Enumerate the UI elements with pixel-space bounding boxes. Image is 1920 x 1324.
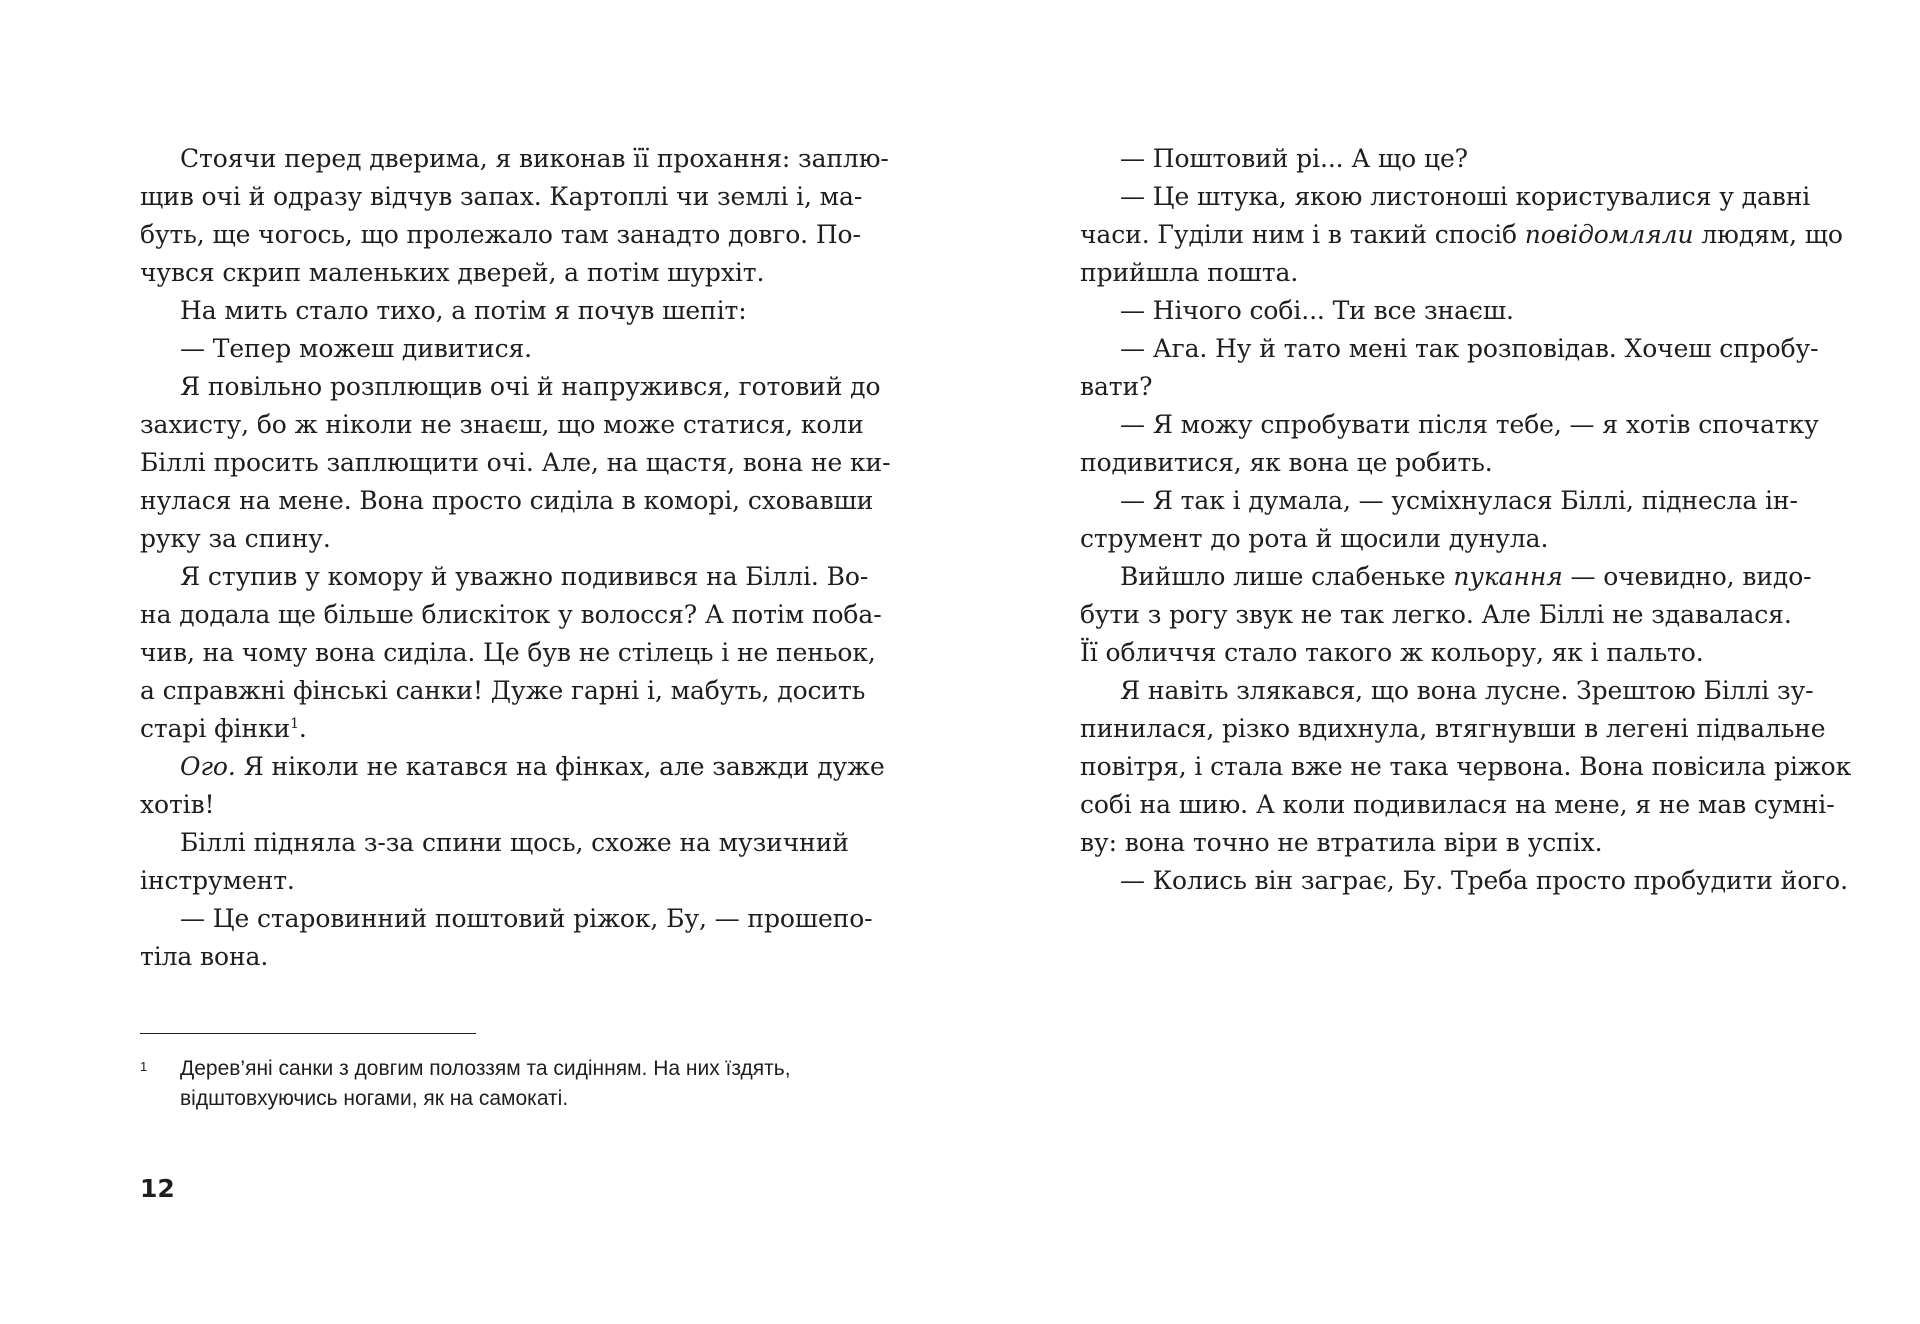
text-line [140, 824, 849, 862]
text-line [140, 520, 820, 558]
text-line [140, 900, 873, 938]
text-fragment: Я ступив у комору й уважно подивився на Біллі. Во- [180, 562, 869, 591]
text-fragment: Вийшло лише слабеньке [1120, 562, 1454, 591]
italic-text: пукання [1453, 562, 1563, 591]
text-fragment: хотів! [140, 790, 215, 819]
text-fragment: інструмент. [140, 866, 295, 895]
text-line [140, 862, 820, 900]
text-line [1080, 140, 1770, 178]
text-line [1080, 748, 1852, 786]
text-line [140, 786, 820, 824]
text-line [140, 216, 861, 254]
footnote-text [180, 1054, 830, 1114]
text-fragment: — Це штука, якою листоноші користувалися у давні [1120, 182, 1811, 211]
page-number: 12 [140, 1174, 175, 1203]
italic-text: повідомляли [1524, 220, 1694, 249]
text-fragment: руку за спину. [140, 524, 331, 553]
text-line [140, 178, 863, 216]
text-line [1080, 254, 1770, 292]
text-fragment: . [298, 714, 307, 743]
text-line [140, 710, 820, 748]
text-fragment: нулася на мене. Вона просто сиділа в коморі, сховавши [140, 486, 874, 515]
text-line [1080, 520, 1770, 558]
text-line [1080, 824, 1770, 862]
footnote [140, 1054, 830, 1114]
text-fragment: Біллі просить заплющити очі. Але, на щастя, вона не ки- [140, 448, 891, 477]
text-line [140, 596, 882, 634]
text-line [1080, 634, 1770, 672]
text-fragment: бути з рогу звук не так легко. Але Біллі не здавалася. [1080, 600, 1792, 629]
text-line [140, 938, 820, 976]
text-line [140, 368, 881, 406]
text-fragment: Я ніколи не катався на фінках, але завжди дуже [235, 752, 885, 781]
text-line [1080, 710, 1826, 748]
text-fragment: Я навіть злякався, що вона лусне. Зрештою Біллі зу- [1120, 676, 1814, 705]
text-fragment: пинилася, різко вдихнула, втягнувши в легені підвальне [1080, 714, 1826, 743]
footnote-line: Дерев’яні санки з довгим полоззям та сидінням. На них їздять, [180, 1057, 791, 1080]
text-fragment: — Це старовинний поштовий ріжок, Бу, — прошепо- [180, 904, 873, 933]
text-line [140, 140, 889, 178]
text-fragment: Біллі підняла з-за спини щось, схоже на музичний [180, 828, 849, 857]
text-line [1080, 406, 1819, 444]
italic-text: Ого. [180, 752, 236, 781]
text-line [1080, 368, 1770, 406]
text-line [1080, 216, 1843, 254]
text-fragment: собі на шию. А коли подивилася на мене, я не мав сумні- [1080, 790, 1835, 819]
text-fragment: — Я так і думала, — усміхнулася Біллі, піднесла ін- [1120, 486, 1798, 515]
text-line [140, 634, 876, 672]
text-fragment: буть, ще чогось, що пролежало там занадто довго. По- [140, 220, 861, 249]
right-page [960, 0, 1920, 1324]
text-fragment: Я повільно розплющив очі й напружився, готовий до [180, 372, 881, 401]
text-fragment: чив, на чому вона сиділа. Це був не стілець і не пеньок, [140, 638, 876, 667]
text-line [1080, 672, 1814, 710]
text-line [140, 330, 820, 368]
text-fragment: на додала ще більше блискіток у волосся? А потім поба- [140, 600, 882, 629]
text-line [1080, 292, 1770, 330]
text-line [140, 748, 885, 786]
text-fragment: захисту, бо ж ніколи не знаєш, що може статися, коли [140, 410, 864, 439]
text-fragment: Стоячи перед дверима, я виконав її прохання: заплю- [180, 144, 889, 173]
text-fragment: щив очі й одразу відчув запах. Картоплі чи землі і, ма- [140, 182, 863, 211]
text-fragment: подивитися, як вона це робить. [1080, 448, 1493, 477]
footnote-mark: 1 [140, 1059, 148, 1074]
left-page-text [140, 140, 891, 976]
text-fragment: старі фінки [140, 714, 291, 743]
text-fragment: повітря, і стала вже не така червона. Вона повісила ріжок [1080, 752, 1852, 781]
text-fragment: вати? [1080, 372, 1153, 401]
text-line [140, 444, 891, 482]
footnote-divider [140, 1033, 476, 1034]
text-line [140, 558, 869, 596]
text-fragment: ву: вона точно не втратила віри в успіх. [1080, 828, 1603, 857]
footnote-reference: 1 [290, 716, 299, 732]
text-fragment: — Ага. Ну й тато мені так розповідав. Хочеш спробу- [1120, 334, 1819, 363]
text-fragment: Її обличчя стало такого ж кольору, як і пальто. [1080, 638, 1704, 667]
text-fragment: — Тепер можеш дивитися. [180, 334, 533, 363]
text-fragment: струмент до рота й щосили дунула. [1080, 524, 1549, 553]
text-line [1080, 862, 1848, 900]
text-line [1080, 596, 1792, 634]
text-fragment: — Поштовий рі... А що це? [1120, 144, 1468, 173]
footnote-line: відштовхуючись ногами, як на самокаті. [180, 1087, 569, 1110]
text-line [1080, 558, 1812, 596]
right-page-text [1080, 140, 1852, 900]
text-fragment: прийшла пошта. [1080, 258, 1299, 287]
text-fragment: — Я можу спробувати після тебе, — я хотів спочатку [1120, 410, 1819, 439]
text-fragment: — Нічого собі... Ти все знаєш. [1120, 296, 1514, 325]
text-fragment: тіла вона. [140, 942, 269, 971]
text-line [140, 292, 820, 330]
text-fragment: часи. Гуділи ним і в такий спосіб [1080, 220, 1525, 249]
text-fragment: — очевидно, видо- [1562, 562, 1812, 591]
text-line [1080, 786, 1835, 824]
text-line [140, 254, 820, 292]
text-line [140, 482, 874, 520]
text-fragment: а справжні фінські санки! Дуже гарні і, мабуть, досить [140, 676, 866, 705]
text-line [140, 406, 864, 444]
text-line [140, 672, 866, 710]
text-fragment: чувся скрип маленьких дверей, а потім шурхіт. [140, 258, 765, 287]
text-line [1080, 178, 1811, 216]
text-line [1080, 482, 1798, 520]
text-fragment: — Колись він заграє, Бу. Треба просто пробудити його. [1120, 866, 1848, 895]
text-line [1080, 330, 1819, 368]
text-fragment: людям, що [1693, 220, 1843, 249]
text-fragment: На мить стало тихо, а потім я почув шепіт: [180, 296, 747, 325]
text-line [1080, 444, 1770, 482]
